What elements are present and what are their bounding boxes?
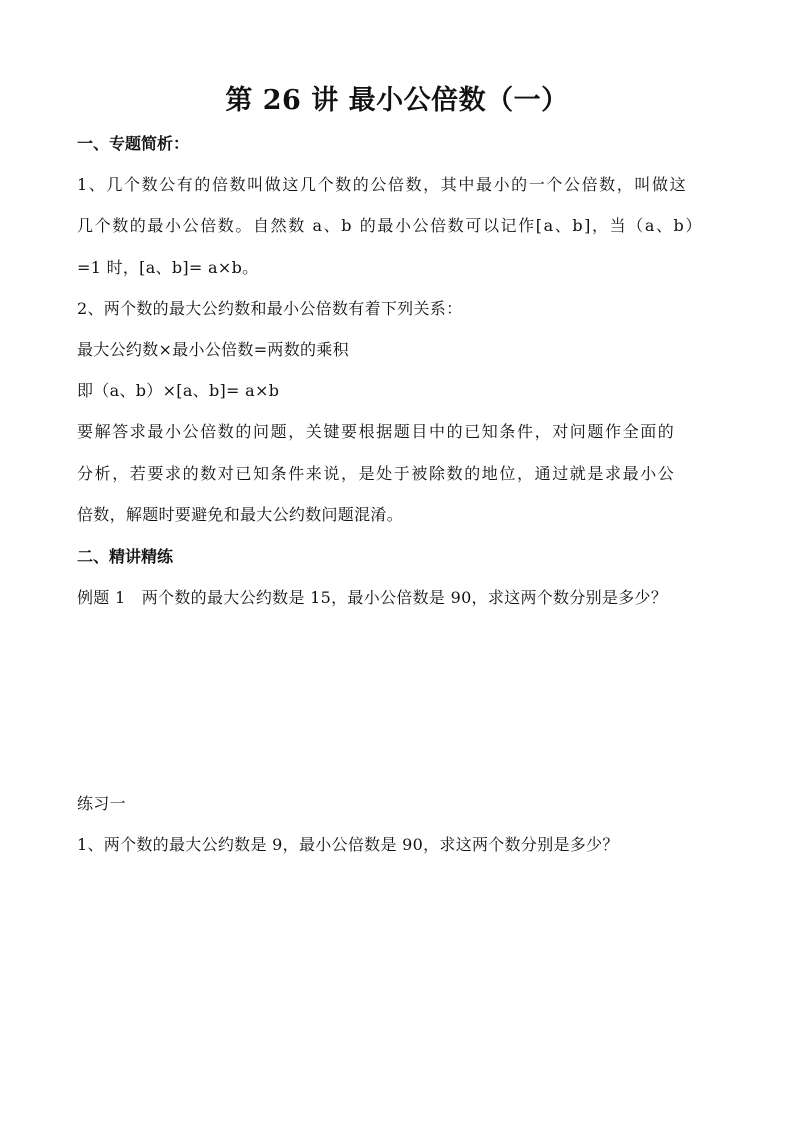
paragraph-line: =1 时，[a、b]= a×b。 — [77, 258, 259, 277]
practice-heading: 练习一 — [77, 794, 126, 813]
page-title: 第 26 讲 最小公倍数（一） — [225, 85, 569, 116]
paragraph-line: 倍数，解题时要避免和最大公约数问题混淆。 — [77, 505, 404, 524]
section-heading-practice: 二、精讲精练 — [77, 547, 174, 566]
formula-line: 即（a、b）×[a、b]= a×b — [77, 381, 280, 400]
section-heading-analysis: 一、专题简析： — [77, 134, 190, 153]
paragraph-line: 2、两个数的最大公约数和最小公倍数有着下列关系： — [77, 299, 463, 318]
paragraph-line: 1、几个数公有的倍数叫做这几个数的公倍数，其中最小的一个公倍数，叫做这 — [77, 175, 688, 194]
paragraph-line: 要解答求最小公倍数的问题，关键要根据题目中的已知条件，对问题作全面的 — [77, 422, 676, 441]
paragraph-line: 分析，若要求的数对已知条件来说，是处于被除数的地位，通过就是求最小公 — [77, 464, 676, 483]
practice-question: 1、两个数的最大公约数是 9，最小公倍数是 90，求这两个数分别是多少？ — [77, 835, 619, 854]
formula-line: 最大公约数×最小公倍数=两数的乘积 — [77, 340, 349, 359]
paragraph-line: 几个数的最小公倍数。自然数 a、b 的最小公倍数可以记作[a、b]，当（a、b） — [77, 216, 704, 235]
example-question: 例题 1 两个数的最大公约数是 15，最小公倍数是 90，求这两个数分别是多少？ — [77, 588, 668, 607]
